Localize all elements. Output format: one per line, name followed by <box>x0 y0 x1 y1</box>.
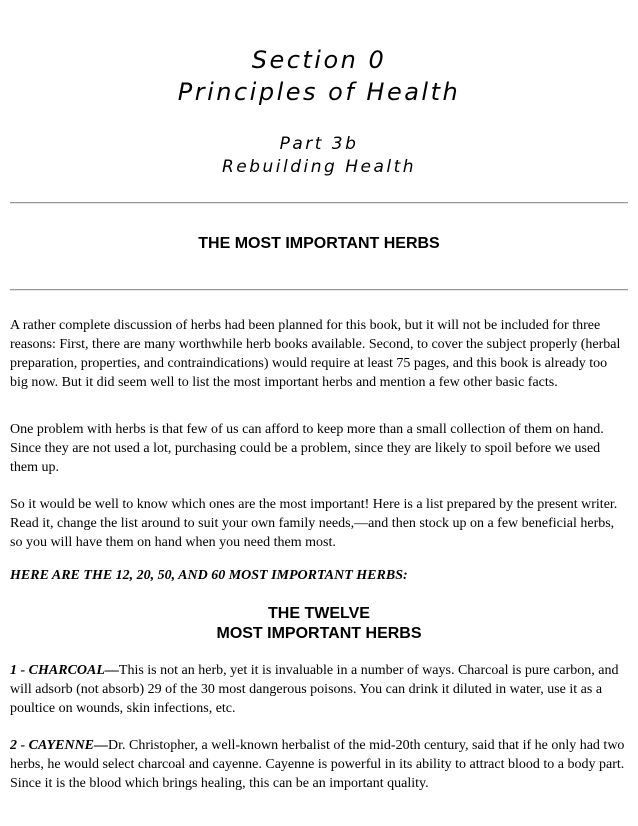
section-heading: Section 0 <box>251 46 387 74</box>
problem-paragraph: One problem with herbs is that few of us can afford to keep more than a small collection of them on hand. Since they are not used a lot, purchasing could be a problem, since they are likely to spoil before we used them up. <box>10 422 604 475</box>
top-divider <box>10 202 628 204</box>
herb-entry-text: Dr. Christopher, a well-known herbalist of the mid-20th century, said that if he only had two herbs, he would select charcoal and cayenne. Cayenne is powerful in its ability to attract blood to a body part. Since it is the blood which brings healing, this can be an important quality. <box>10 738 625 791</box>
page-title: THE MOST IMPORTANT HERBS <box>198 235 440 252</box>
rebuilding-heading: Rebuilding Health <box>221 157 417 177</box>
herb-entry-charcoal <box>10 661 628 718</box>
herb-entry-cayenne <box>10 736 628 793</box>
subsection-title-line1: THE TWELVE <box>268 605 370 622</box>
herb-entry-lead: 1 - CHARCOAL— <box>10 663 119 678</box>
intro-paragraph: A rather complete discussion of herbs had been planned for this book, but it will not be included for three reasons: First, there are many worthwhile herb books available. Second, to cover the subject properly (herbal preparation, properties, and contraindications) would require at least 75 pages, and this book is already too big now. But it did seem well to list the most important herbs and mention a few other basic facts. <box>10 318 621 390</box>
list-paragraph: So it would be well to know which ones are the most important! Here is a list prepared by the present writer. Read it, change the list around to suit your own family needs,—and then stock up on a few beneficial herbs, so you will have them on hand when you need them most. <box>10 497 618 550</box>
herbs-list-heading: HERE ARE THE 12, 20, 50, AND 60 MOST IMPORTANT HERBS: <box>10 568 408 583</box>
part-heading: Part 3b <box>279 134 359 154</box>
herb-entry-text: This is not an herb, yet it is invaluable in a number of ways. Charcoal is pure carbon, and will adsorb (not absorb) 29 of the 30 most dangerous poisons. You can drink it diluted in water, use it as a poultice on wounds, skin infections, etc. <box>10 663 619 716</box>
subsection-title-line2: MOST IMPORTANT HERBS <box>216 625 422 642</box>
herb-entry-lead: 2 - CAYENNE— <box>10 738 109 753</box>
principles-heading: Principles of Health <box>177 78 461 106</box>
title-divider <box>10 289 628 291</box>
